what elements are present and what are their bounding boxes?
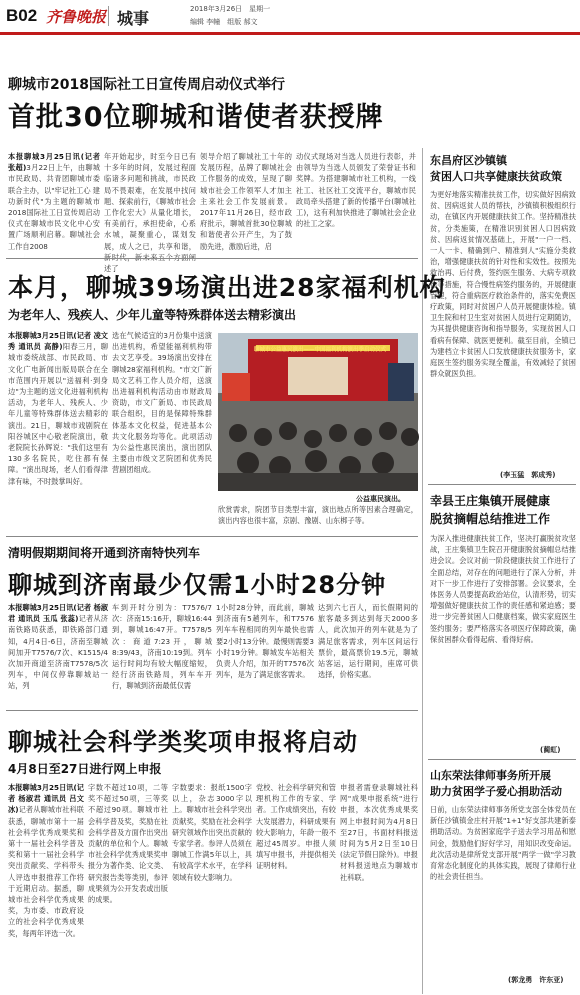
sidebar2-title-2: 脱贫摘帽总结推进工作 xyxy=(430,512,551,526)
story3-bottom-rule xyxy=(6,710,418,711)
sidebar3-title-2: 助力贫困学子爱心捐助活动 xyxy=(430,785,562,798)
story2-headline: 本月，聊城39场演出进28家福利机构 xyxy=(8,273,446,302)
sidebar1-bottom-rule xyxy=(428,484,576,485)
header-divider xyxy=(108,6,109,26)
story1-headline: 首批30位聊城和谐使者获授牌 xyxy=(8,102,384,133)
story2-lead: 本报聊城3月25日讯(记者 凌文秀 通讯员 高静) xyxy=(8,331,108,352)
story4-column-4: 党校、社会科学研究和管理机构工作的专家、学者。工作成绩突出，有较大发展潜力，科研成果有较大影响力，年龄一般不超过45周岁。申报人须填写申报书，并提供相关证明材料。 xyxy=(256,783,336,871)
story3-lead: 本报聊城3月25日讯(记者 杨淑君 通讯员 玉瓜 张蕊) xyxy=(8,603,108,624)
sidebar2-byline: (蔺虹) xyxy=(540,746,561,754)
story4-lead: 本报聊城3月25日讯(记者 杨淑君 通讯员 吕文冰) xyxy=(8,783,84,815)
story3-kicker: 清明假期期间将开通到济南特快列车 xyxy=(8,546,201,560)
story3-column-4: 达到六七百人，而长假期间的旅客最多到达到每天2000多人，此次加开的列车就是为了满足旅客需求，列车区间运行票价，最高票价19.5元，聊城站客运，运行期间，座席可供选择，价格实惠。 xyxy=(318,603,418,680)
header-rule xyxy=(0,32,580,35)
story3-headline: 聊城到济南最少仅需1小时28分钟 xyxy=(8,571,387,599)
sidebar1-byline: (李玉猛 郭成秀) xyxy=(500,471,556,479)
story1-column-2: 年开始起步，时至今日已有十多年的时间，发展过程面临诸多问题和挑战，市民政局不畏艰难，在发展中找问题、探索前行，《聊城市社会工作化宏大》从量化增长，有美前行，承担使命，心系水城，凝聚重心，谋划发展，成人之已，共享和谐， 述了 xyxy=(104,152,196,274)
performance-photo xyxy=(218,333,418,491)
story4-column-5: 申报者需登录聊城社科网"成果申报系统"进行申报，本次优秀成果奖网上申报时间为4月8日至27日，书面材料报送时间为5月2日至10日(法定节假日除外)。申报材料报送地点为聊城市社科联。 xyxy=(340,783,418,882)
story4-column-2: 字数不超过10项，二等奖不超过50项，三等奖不超过90项。聊城市社会科学普及奖，奖励在社会科学普及方面作出突出贡献的单位和个人。聊城市社会科学优秀成果奖申报分为著作类、论文类、研究报告类等类别，参评成果须为公开发表或出版的成果。 xyxy=(88,783,168,905)
story1-column-4: 动仪式现场对当选人员进行表彰，并由领导为当选人员颁发了荣誉证书和奖牌。为搭建聊城市社工机构，一线社工、社区社工交流平台，聊城市民政局牵头搭建了新的传播平台(聊城社工)，这有利加快推进了聊城社会企业的社工之家。 xyxy=(296,152,416,229)
story4-column-1: 本报聊城3月25日讯(记者 杨淑君 通讯员 吕文冰)记者从聊城市社科联获悉，聊城市第十一届社会科学优秀成果奖和第十一届社会科学普及奖和第十一届社会科学突出贡献奖、学科带头人评选申报推荐工作将于近期启动。据悉，聊城市社会科学优秀成果奖，为市委、市政府设立的社会科学优秀成果奖，每两年评选一次。 xyxy=(8,783,84,938)
sidebar3-body: 日前，山东荣法律师事务所党支部全体党员在新任沙镇镇金庄村开展"1+1"好支部共建新泰捐助活动。为贫困家庭学子送去学习用品和慰问金，鼓励他们好好学习，用知识改变命运。此次活动是律所党支部开展"两学一做"学习教育常态化制度化的具体实践，展现了律师行业的社会责任担当。 xyxy=(430,805,576,882)
sidebar3-title-1: 山东荣法律师事务所开展 xyxy=(430,769,551,782)
sidebar2-body: 为深入推进健康扶贫工作，坚决打赢脱贫攻坚战，王庄集镇卫生院召开健康脱贫摘帽总结推进会议。会议对前一阶段健康扶贫工作进行了全面总结，对存在的问题进行了深入分析，并对下一步工作进行了安排部署。会议要求，全体医务人员要提高政治站位，认清形势，切实增强做好健康扶贫工作的责任感和紧迫感；要进一步完善贫困人口健康档案，做实家庭医生签约服务；要严格落实各项医疗保障政策，确保贫困群众看得起病、看得好病。 xyxy=(430,534,576,644)
sidebar1-title-1: 东昌府区沙镇镇 xyxy=(430,154,507,167)
performance-photo-illustration xyxy=(218,333,418,491)
sidebar2-bottom-rule xyxy=(428,759,576,760)
sidebar3-byline: (郭龙勇 许东亚) xyxy=(508,976,564,984)
story3-column-3: 1小时28分钟，而此前，聊城到济南有5趟列车，和T7576列车车程相同的列车最快也需要2小时13分钟。最慢则需要3小时19分钟。聊城发车站相关负责人介绍，加开的T7576次列车，是为了满足旅客需求。 xyxy=(216,603,314,680)
story3-column-2: 车到开时分别为：T7576/7次：济南15:16开，聊城16:44到，聊城16:47开。T7578/5次：商道7:23开，聊城8:39/43，济南10:19到。列车运行时间均有较大幅度缩短，经行济南铁路局，列车车开行，聊城到济南最低仅需 xyxy=(112,603,212,691)
story1-kicker: 聊城市2018国际社工日宣传周启动仪式举行 xyxy=(8,77,285,93)
story4-headline: 聊城社会科学类奖项申报将启动 xyxy=(8,728,358,756)
story1-lead: 本报聊城3月25日讯(记者 张超) xyxy=(8,152,100,173)
story2-column-2: 选在气候适宜的3月份集中送演出进机构，希望能福利机构带去文艺享受。39场演出安排在聊城28家福利机构。"市文广新局文艺科工作人员介绍，送演出进福利机构活动由市财政局资助，市文广新局、市民政局联合组织，目的是保障特殊群体基本文化权益，促进基本公共文化服务均等化。此项活动为公益性惠民演出，演出团队主要由市级文艺院团和优秀民营剧团组成。 xyxy=(112,331,212,475)
sidebar2-title-1: 幸县王庄集镇开展健康 xyxy=(430,494,551,508)
newspaper-logo: 齐鲁晚报 xyxy=(46,8,107,26)
editors-line: 编辑 李幢 组版 郝文 xyxy=(190,18,258,26)
photo-banner-text: 聊城市公益惠民演出——中国福利机构演出季启动仪式 xyxy=(254,347,387,353)
sidebar1-body: 为更好地落实精准扶贫工作，切实做好因病致贫、因病返贫人员的帮扶，沙镇镇积极组织行动，在镇区内开展健康扶贫工作。坚持精准扶贫，分类施策，在精准识别贫困人口因病致贫、因病返贫情况基础上，开展"一户一档、一人一卡、精确到户、精准到人"实施分类救治，增强健康扶贫的针对性和实效性。按照先救治再、后付费，签约医生服务、大病专项救治等措施，符合慢性病签约服务的，开展健康管理，符合重病医疗救治条件的，落实免费医疗政策，同时对贫困户人员开展健康体检。镇卫生院和村卫生室对贫困人员进行定期随访，为其提供健康咨询和指导服务，实现贫困人口看病有保障、就医更便利。截至目前，全镇已为建档立卡贫困人口发放健康扶贫服务卡，家庭医生签约服务实现全覆盖，有效减轻了贫困群众就医负担。 xyxy=(430,190,576,379)
story4-column-3: 字数要求：报纸1500字以上，杂志3000字以上。聊城市社会科学突出贡献奖，奖励在社会科学研究领域作出突出贡献的专家学者。参评人员须在聊城工作满5年以上，具有较高学术水平，在学科领域有较大影响力。 xyxy=(172,783,252,882)
section-name: 城事 xyxy=(117,9,150,28)
story4-subhead: 4月8日至27日进行网上申报 xyxy=(8,762,162,776)
story1-column-1: 本报聊城3月25日讯(记者 张超)3月22日上午，由聊城市民政局、共青团聊城市委联合主办，以"牢记社工心 建功新时代"为主题的聊城市2018国际社工日宣传周启动仪式在聊城市民文化中心安置广场顺利启幕。聊城社会工作自2008 xyxy=(8,152,100,251)
sidebar1-title-2: 贫困人口共享健康扶贫政策 xyxy=(430,170,562,183)
story2-subhead: 为老年人、残疾人、少年儿童等特殊群体送去精彩演出 xyxy=(8,308,297,322)
story2-column-3: 欣赏需求，院团节目类型丰富，演出地点所等因素合理确定，演出内容也很丰富，京剧、豫剧、山东梆子等。 xyxy=(218,505,418,526)
story1-column-3: 领导介绍了聊城社工十年的发展历程，品牌了聊城社会工作服务的成效，呈现了聊城市社会工作领军人才加主主来社会工作发展前景。2017年11月26日，经市政府批示，聊城首批30位聊城和谐使者公开产生，为了鼓励先进，激励后进，启 xyxy=(200,152,292,251)
issue-date: 2018年3月26日 星期一 xyxy=(190,5,271,13)
story3-column-1: 本报聊城3月25日讯(记者 杨淑君 通讯员 玉瓜 张蕊)记者从济南铁路局获悉，即铁路部门通知，4月4日-6日，济南至聊城间加开T7576/7次、K1515/4次加开商道至济南T7578/5次列车，中间仅停靠聊城站一站，列 xyxy=(8,603,108,691)
page-header xyxy=(0,0,580,38)
story2-column-1: 本报聊城3月25日讯(记者 凌文秀 通讯员 高静)阳春三月，聊城市委统战部、市民政局、市文化广电新闻出版局联合在全市范围内开展以"送福利·到身边"为主题的送文化进福利机构活动，为老年人、残疾人、少年儿童等特殊群体送去精彩的演出。21日，聊城市戏剧院在阳谷城区中心敬老院演出，敬老院院长孙辉说："我们这里有130多名院民，吃住都有保障。"演出现场，老人们看得津津有味，不时鼓掌叫好。 xyxy=(8,331,108,486)
story1-bottom-rule xyxy=(6,258,418,259)
story2-bottom-rule xyxy=(6,536,418,537)
photo-caption: 公益惠民演出。 xyxy=(356,495,405,503)
page-number: B02 xyxy=(6,6,38,25)
